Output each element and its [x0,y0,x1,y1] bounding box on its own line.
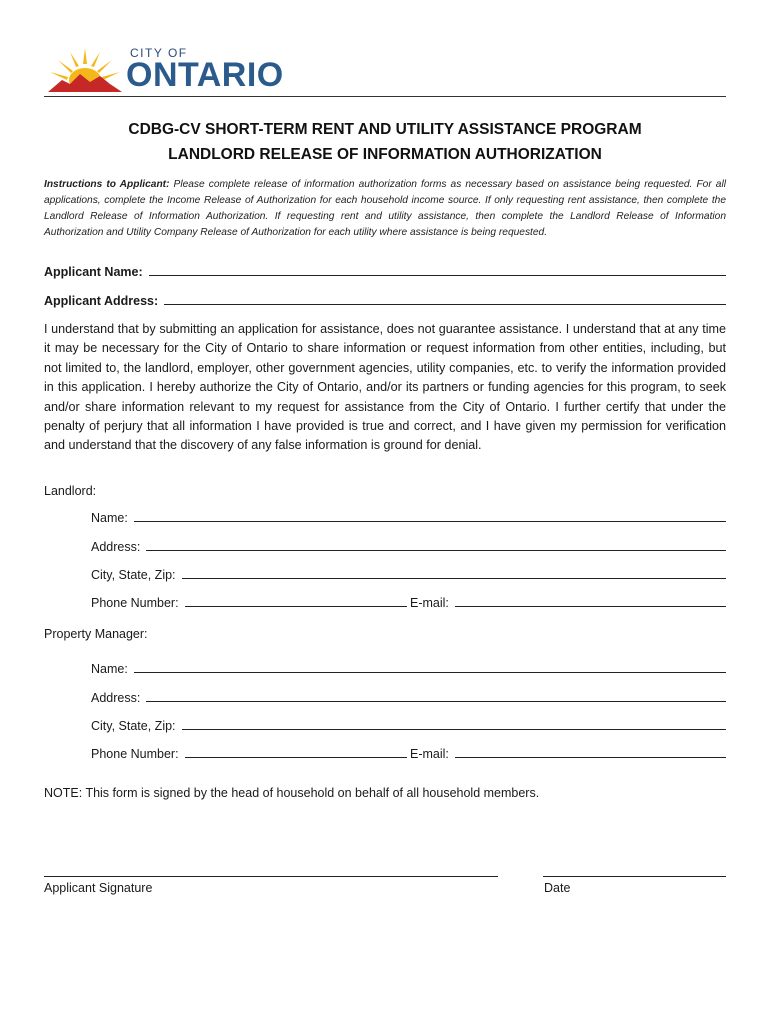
landlord-city-label: City, State, Zip: [91,568,176,582]
applicant-signature-label: Applicant Signature [44,881,153,895]
landlord-city-line[interactable] [182,577,726,579]
applicant-name-field[interactable] [44,265,726,279]
manager-phone-field[interactable] [91,747,407,761]
manager-name-field[interactable] [91,662,726,676]
manager-email-line[interactable] [455,756,726,758]
manager-email-field[interactable] [410,747,726,761]
landlord-email-line[interactable] [455,605,726,607]
manager-address-line[interactable] [146,700,726,702]
landlord-name-line[interactable] [134,520,726,522]
landlord-phone-field[interactable] [91,596,407,610]
landlord-email-field[interactable] [410,596,726,610]
landlord-name-field[interactable] [91,511,726,525]
applicant-name-label: Applicant Name: [44,265,143,279]
sunrise-mountain-icon [46,44,124,96]
household-note: NOTE: This form is signed by the head of household on behalf of all household members. [44,786,540,800]
manager-address-label: Address: [91,691,141,705]
form-title-line1: CDBG-CV SHORT-TERM RENT AND UTILITY ASSISTANCE PROGRAM [128,121,642,138]
city-logo [46,44,296,96]
authorization-paragraph: I understand that by submitting an application for assistance, does not guarantee assistance. I understand that at any time it may be necessary for the City of Ontario to share information or request information from other entities, including, but not limited to, the landlord, employer, other government agencies, utility companies, etc. to verify the information provided in this application. I hereby authorize the City of Ontario, and/or its partners or funding agencies for this program, to seek and/or share information relevant to my request for assistance from the City of Ontario. I further certify that under the penalty of perjury that all information I have provided is true and correct, and I have given my permission for verification and understand that the discovery of any false information is ground for denial. [44,322,726,453]
manager-name-label: Name: [91,662,128,676]
landlord-heading: Landlord: [44,484,97,498]
landlord-name-label: Name: [91,511,128,525]
manager-city-line[interactable] [182,728,726,730]
landlord-address-field[interactable] [91,540,726,554]
applicant-address-line[interactable] [164,303,726,305]
landlord-address-label: Address: [91,540,141,554]
manager-heading: Property Manager: [44,627,148,641]
logo-city-of: CITY OF [130,46,188,60]
manager-city-field[interactable] [91,719,726,733]
landlord-address-line[interactable] [146,549,726,551]
landlord-email-label: E-mail: [410,596,449,610]
manager-name-line[interactable] [134,671,726,673]
manager-email-label: E-mail: [410,747,449,761]
manager-phone-label: Phone Number: [91,747,179,761]
instructions [44,177,726,241]
manager-city-label: City, State, Zip: [91,719,176,733]
instructions-label: Instructions to Applicant: [44,179,170,190]
landlord-city-field[interactable] [91,568,726,582]
applicant-signature-line[interactable] [44,876,498,877]
manager-address-field[interactable] [91,691,726,705]
logo-ontario: ONTARIO [126,56,284,94]
landlord-phone-line[interactable] [185,605,407,607]
applicant-address-field[interactable] [44,294,726,308]
date-label: Date [544,881,571,895]
date-line[interactable] [543,876,726,877]
instructions-text: Please complete release of information authorization forms as necessary based on assistance being requested. For all applications, complete the Income Release of Authorization for each household income source. If only requesting rent assistance, then complete the Landlord Release of Information Authorization. If requesting rent and utility assistance, then complete the Landlord Release of Information Authorization and Utility Company Release of Authorization for each utility where assistance is being requested. [44,179,726,238]
landlord-phone-label: Phone Number: [91,596,179,610]
applicant-address-label: Applicant Address: [44,294,159,308]
manager-phone-line[interactable] [185,756,407,758]
applicant-name-line[interactable] [149,274,726,276]
header-divider [44,96,726,97]
form-title-line2: LANDLORD RELEASE OF INFORMATION AUTHORIZATION [168,146,602,163]
